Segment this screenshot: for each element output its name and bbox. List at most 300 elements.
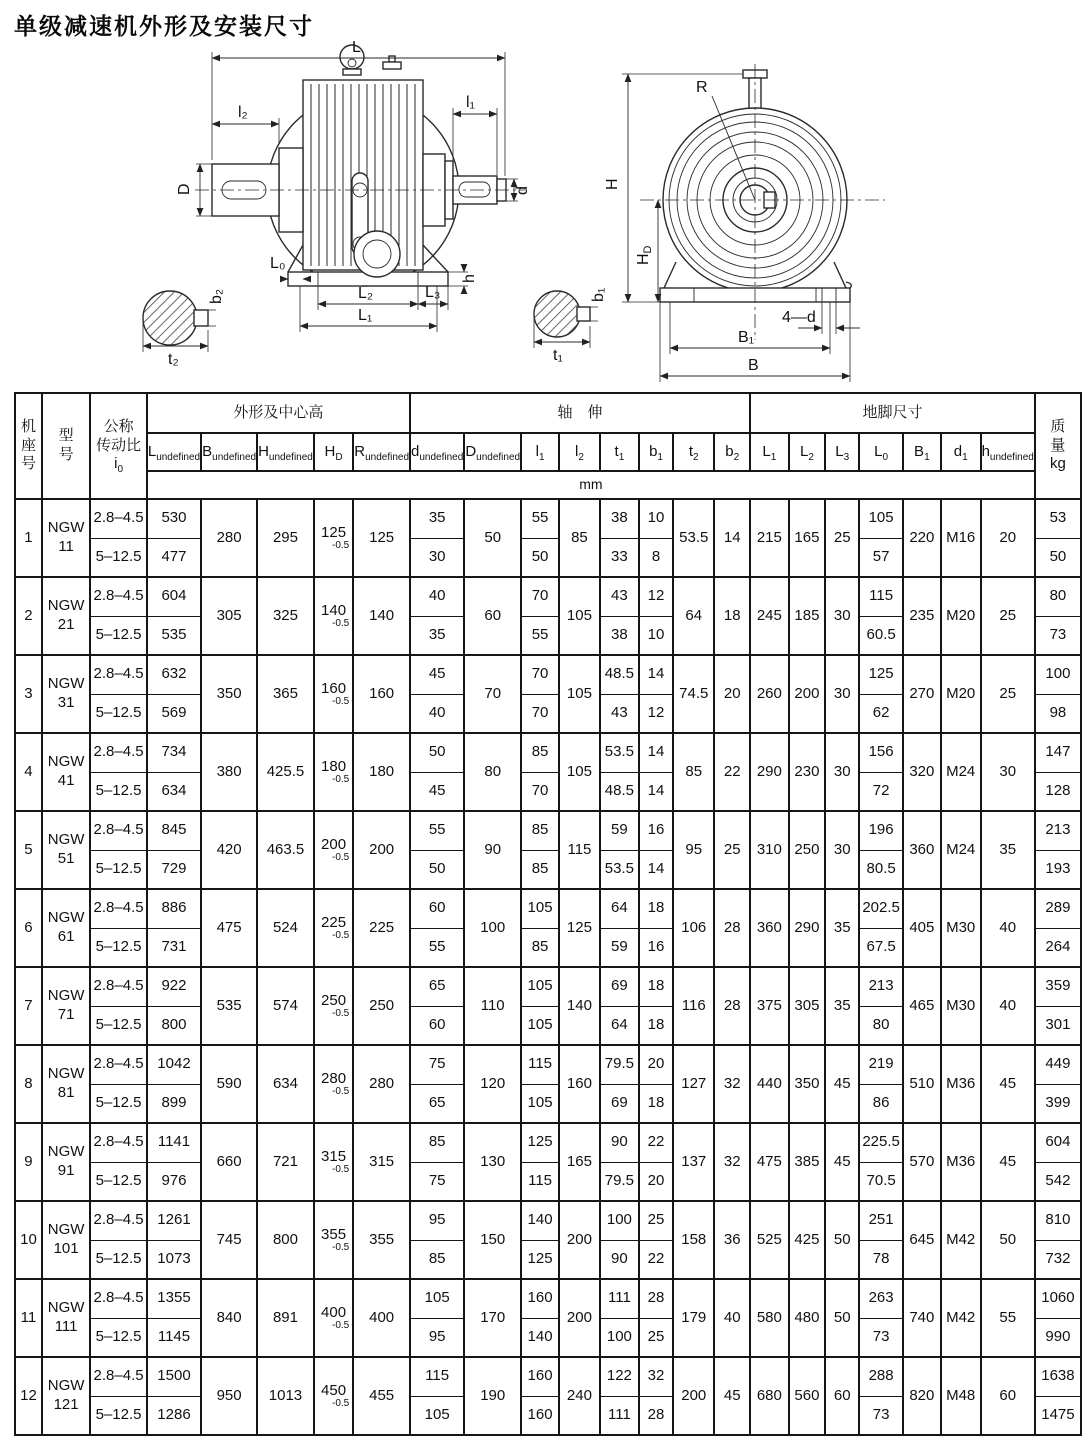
cell-b2: 20 — [714, 655, 750, 733]
cell-model: NGW 121 — [42, 1357, 90, 1435]
cell-ratio: 5–12.5 — [90, 928, 147, 967]
cell-h: 35 — [981, 811, 1035, 889]
cell-HD: 400 -0.5 — [314, 1279, 353, 1357]
cell-HD: 315 -0.5 — [314, 1123, 353, 1201]
cell-L1: 475 — [750, 1123, 789, 1201]
cell-ratio: 2.8–4.5 — [90, 889, 147, 928]
cell-L1: 360 — [750, 889, 789, 967]
dim-label-L3: L₃ — [425, 284, 441, 301]
cell-L2: 290 — [789, 889, 825, 967]
cell-L: 1141 — [147, 1123, 201, 1162]
cell-t2: 200 — [673, 1357, 714, 1435]
cell-L0: 115 — [859, 577, 903, 616]
cell-t1: 38 — [600, 499, 639, 538]
cell-L0: 60.5 — [859, 616, 903, 655]
cell-b1: 22 — [639, 1123, 673, 1162]
header-col-h: $h_{undefined}$ — [981, 433, 1035, 471]
cell-D: 60 — [464, 577, 521, 655]
cell-B1: 320 — [903, 733, 941, 811]
cell-b1: 18 — [639, 1084, 673, 1123]
cell-L: 634 — [147, 772, 201, 811]
cell-mass: 53 — [1035, 499, 1081, 538]
header-col-D: $D_{undefined}$ — [464, 433, 521, 471]
cell-L2: 560 — [789, 1357, 825, 1435]
cell-L0: 213 — [859, 967, 903, 1006]
cell-d1: M42 — [941, 1279, 981, 1357]
cell-L: 734 — [147, 733, 201, 772]
cell-R: 315 — [353, 1123, 410, 1201]
cell-L: 976 — [147, 1162, 201, 1201]
cell-l1: 105 — [521, 967, 559, 1006]
cell-l1: 85 — [521, 733, 559, 772]
cell-L0: 72 — [859, 772, 903, 811]
dim-label-l2: l₂ — [238, 104, 248, 121]
cell-d: 30 — [410, 538, 464, 577]
cell-B1: 570 — [903, 1123, 941, 1201]
dim-label-t2: t₂ — [168, 351, 179, 368]
header-model: 型 号 — [42, 393, 90, 499]
cell-l1: 70 — [521, 772, 559, 811]
cell-b2: 25 — [714, 811, 750, 889]
cell-b1: 12 — [639, 694, 673, 733]
cell-L0: 196 — [859, 811, 903, 850]
cell-L2: 230 — [789, 733, 825, 811]
cell-h: 50 — [981, 1201, 1035, 1279]
cell-L: 899 — [147, 1084, 201, 1123]
cell-l1: 85 — [521, 850, 559, 889]
cell-frame: 5 — [15, 811, 42, 889]
unit-row: mm — [147, 471, 1035, 499]
cell-l1: 85 — [521, 811, 559, 850]
cell-d1: M30 — [941, 967, 981, 1045]
cell-b1: 20 — [639, 1162, 673, 1201]
cell-t2: 95 — [673, 811, 714, 889]
cell-ratio: 5–12.5 — [90, 1318, 147, 1357]
cell-d1: M24 — [941, 733, 981, 811]
cell-l1: 115 — [521, 1045, 559, 1084]
key-output — [194, 310, 208, 326]
cell-mass: 264 — [1035, 928, 1081, 967]
side-view — [143, 39, 531, 368]
cell-B1: 360 — [903, 811, 941, 889]
cell-R: 455 — [353, 1357, 410, 1435]
cell-frame: 11 — [15, 1279, 42, 1357]
cell-t1: 38 — [600, 616, 639, 655]
cell-H: 295 — [257, 499, 314, 577]
cell-d: 55 — [410, 811, 464, 850]
cell-L0: 219 — [859, 1045, 903, 1084]
breather-stem — [389, 56, 395, 62]
cell-mass: 193 — [1035, 850, 1081, 889]
cell-H: 365 — [257, 655, 314, 733]
cell-h: 55 — [981, 1279, 1035, 1357]
cell-D: 100 — [464, 889, 521, 967]
cell-L: 731 — [147, 928, 201, 967]
cell-l1: 160 — [521, 1357, 559, 1396]
cell-h: 25 — [981, 655, 1035, 733]
cell-t1: 53.5 — [600, 850, 639, 889]
cell-HD: 250 -0.5 — [314, 967, 353, 1045]
cell-t1: 64 — [600, 889, 639, 928]
cell-l1: 70 — [521, 655, 559, 694]
header-col-L2: $L_2$ — [789, 433, 825, 471]
cell-ratio: 2.8–4.5 — [90, 1201, 147, 1240]
header-col-B1: $B_1$ — [903, 433, 941, 471]
dim-label-t1: t₁ — [553, 347, 563, 364]
cell-frame: 10 — [15, 1201, 42, 1279]
cell-L3: 30 — [825, 577, 859, 655]
cell-l2: 200 — [559, 1201, 600, 1279]
cell-L1: 290 — [750, 733, 789, 811]
header-col-b1: $b_1$ — [639, 433, 673, 471]
cell-l1: 70 — [521, 694, 559, 733]
cell-b1: 16 — [639, 928, 673, 967]
cell-d1: M36 — [941, 1045, 981, 1123]
cell-L3: 45 — [825, 1123, 859, 1201]
cell-L0: 156 — [859, 733, 903, 772]
cell-L0: 80 — [859, 1006, 903, 1045]
cell-b1: 25 — [639, 1201, 673, 1240]
cell-L: 569 — [147, 694, 201, 733]
cell-l1: 85 — [521, 928, 559, 967]
header-col-l1: $l_1$ — [521, 433, 559, 471]
cell-L2: 185 — [789, 577, 825, 655]
cell-L0: 73 — [859, 1396, 903, 1435]
cell-b1: 10 — [639, 499, 673, 538]
cell-d: 55 — [410, 928, 464, 967]
cell-ratio: 5–12.5 — [90, 1396, 147, 1435]
cell-L: 1286 — [147, 1396, 201, 1435]
cell-R: 400 — [353, 1279, 410, 1357]
cell-t1: 100 — [600, 1318, 639, 1357]
cell-L0: 225.5 — [859, 1123, 903, 1162]
dim-label-L0: L₀ — [270, 255, 286, 272]
cell-model: NGW 61 — [42, 889, 90, 967]
cell-HD: 200 -0.5 — [314, 811, 353, 889]
cell-L2: 425 — [789, 1201, 825, 1279]
cell-H: 574 — [257, 967, 314, 1045]
cell-mass: 289 — [1035, 889, 1081, 928]
cell-mass: 213 — [1035, 811, 1081, 850]
cell-b1: 14 — [639, 655, 673, 694]
cell-L1: 440 — [750, 1045, 789, 1123]
cell-L3: 30 — [825, 733, 859, 811]
cell-b1: 20 — [639, 1045, 673, 1084]
cell-d: 95 — [410, 1318, 464, 1357]
header-col-l2: $l_2$ — [559, 433, 600, 471]
cell-d: 75 — [410, 1045, 464, 1084]
cell-mass: 147 — [1035, 733, 1081, 772]
shaft-section-detail-input — [534, 288, 607, 364]
cell-L0: 62 — [859, 694, 903, 733]
header-ratio: 公称 传动比 $i_0$ — [90, 393, 147, 499]
cell-l2: 160 — [559, 1045, 600, 1123]
cell-frame: 3 — [15, 655, 42, 733]
header-col-t1: $t_1$ — [600, 433, 639, 471]
cell-frame: 6 — [15, 889, 42, 967]
cell-b1: 14 — [639, 733, 673, 772]
cell-B: 535 — [201, 967, 257, 1045]
cell-t2: 74.5 — [673, 655, 714, 733]
cell-L1: 375 — [750, 967, 789, 1045]
cell-ratio: 2.8–4.5 — [90, 1045, 147, 1084]
cell-model: NGW 81 — [42, 1045, 90, 1123]
cell-d: 50 — [410, 850, 464, 889]
cell-l1: 125 — [521, 1123, 559, 1162]
cell-B: 420 — [201, 811, 257, 889]
page-title: 单级减速机外形及安装尺寸 — [14, 13, 314, 39]
cell-H: 721 — [257, 1123, 314, 1201]
cell-b2: 22 — [714, 733, 750, 811]
cell-b2: 40 — [714, 1279, 750, 1357]
cell-L3: 45 — [825, 1045, 859, 1123]
cell-L3: 35 — [825, 967, 859, 1045]
cell-mass: 128 — [1035, 772, 1081, 811]
cell-mass: 100 — [1035, 655, 1081, 694]
cell-L0: 288 — [859, 1357, 903, 1396]
cell-L0: 57 — [859, 538, 903, 577]
cell-d1: M24 — [941, 811, 981, 889]
cell-l1: 140 — [521, 1318, 559, 1357]
cell-L1: 260 — [750, 655, 789, 733]
cell-l1: 55 — [521, 616, 559, 655]
cell-L2: 480 — [789, 1279, 825, 1357]
cell-b1: 28 — [639, 1279, 673, 1318]
cell-HD: 125 -0.5 — [314, 499, 353, 577]
cell-frame: 9 — [15, 1123, 42, 1201]
cell-R: 125 — [353, 499, 410, 577]
cell-B: 350 — [201, 655, 257, 733]
cell-d: 115 — [410, 1357, 464, 1396]
cell-t2: 106 — [673, 889, 714, 967]
cell-ratio: 2.8–4.5 — [90, 1357, 147, 1396]
cell-B1: 510 — [903, 1045, 941, 1123]
cell-l1: 160 — [521, 1279, 559, 1318]
cell-L: 1500 — [147, 1357, 201, 1396]
cell-L3: 50 — [825, 1279, 859, 1357]
cell-d: 105 — [410, 1396, 464, 1435]
drain-boss — [354, 231, 400, 277]
dim-label-b2: b₂ — [208, 288, 225, 304]
cell-l2: 165 — [559, 1123, 600, 1201]
header-col-t2: $t_2$ — [673, 433, 714, 471]
cell-ratio: 5–12.5 — [90, 772, 147, 811]
cell-L3: 25 — [825, 499, 859, 577]
cell-H: 634 — [257, 1045, 314, 1123]
cell-l1: 105 — [521, 1006, 559, 1045]
cell-model: NGW 21 — [42, 577, 90, 655]
cell-l1: 160 — [521, 1396, 559, 1435]
cell-B1: 220 — [903, 499, 941, 577]
cell-l2: 140 — [559, 967, 600, 1045]
cell-L: 1355 — [147, 1279, 201, 1318]
cell-L2: 165 — [789, 499, 825, 577]
cell-HD: 280 -0.5 — [314, 1045, 353, 1123]
cell-d: 60 — [410, 889, 464, 928]
cell-ratio: 5–12.5 — [90, 616, 147, 655]
cell-d: 65 — [410, 967, 464, 1006]
cell-model: NGW 101 — [42, 1201, 90, 1279]
cell-ratio: 5–12.5 — [90, 850, 147, 889]
cell-B1: 740 — [903, 1279, 941, 1357]
dim-label-HD: HD — [635, 245, 654, 265]
technical-drawings — [0, 30, 1082, 390]
header-col-d: $d_{undefined}$ — [410, 433, 464, 471]
cell-h: 45 — [981, 1123, 1035, 1201]
cell-t1: 90 — [600, 1240, 639, 1279]
cell-L3: 50 — [825, 1201, 859, 1279]
cell-b2: 32 — [714, 1045, 750, 1123]
cell-b1: 22 — [639, 1240, 673, 1279]
cell-L0: 86 — [859, 1084, 903, 1123]
cell-h: 20 — [981, 499, 1035, 577]
cell-d: 95 — [410, 1201, 464, 1240]
cell-mass: 50 — [1035, 538, 1081, 577]
cell-b2: 28 — [714, 967, 750, 1045]
dim-label-b1: b₁ — [590, 287, 607, 302]
dim-label-D: D — [176, 183, 193, 195]
cell-d: 45 — [410, 655, 464, 694]
cell-HD: 355 -0.5 — [314, 1201, 353, 1279]
cell-l2: 200 — [559, 1279, 600, 1357]
cell-b2: 28 — [714, 889, 750, 967]
cell-d1: M16 — [941, 499, 981, 577]
cell-d: 50 — [410, 733, 464, 772]
cell-mass: 810 — [1035, 1201, 1081, 1240]
cell-L: 886 — [147, 889, 201, 928]
header-group-shaft: 轴 伸 — [410, 393, 750, 433]
cell-model: NGW 31 — [42, 655, 90, 733]
front-view — [534, 64, 885, 382]
dim-label-R: R — [696, 79, 708, 96]
cell-D: 90 — [464, 811, 521, 889]
breather-plug — [383, 62, 401, 69]
cell-b1: 10 — [639, 616, 673, 655]
cell-d: 85 — [410, 1123, 464, 1162]
cell-l1: 115 — [521, 1162, 559, 1201]
cell-b1: 28 — [639, 1396, 673, 1435]
cell-L3: 30 — [825, 811, 859, 889]
cell-b1: 32 — [639, 1357, 673, 1396]
cell-t1: 100 — [600, 1201, 639, 1240]
cell-HD: 140 -0.5 — [314, 577, 353, 655]
cell-L0: 263 — [859, 1279, 903, 1318]
cell-b1: 18 — [639, 967, 673, 1006]
cell-B: 745 — [201, 1201, 257, 1279]
cell-B: 305 — [201, 577, 257, 655]
section-circle-input — [534, 291, 580, 337]
cell-mass: 301 — [1035, 1006, 1081, 1045]
cell-mass: 80 — [1035, 577, 1081, 616]
cell-B1: 645 — [903, 1201, 941, 1279]
cell-H: 524 — [257, 889, 314, 967]
cell-t1: 33 — [600, 538, 639, 577]
cell-ratio: 2.8–4.5 — [90, 967, 147, 1006]
cell-d1: M36 — [941, 1123, 981, 1201]
cell-l1: 105 — [521, 889, 559, 928]
dim-label-h: h — [461, 274, 478, 283]
cell-B1: 270 — [903, 655, 941, 733]
cell-B: 840 — [201, 1279, 257, 1357]
cell-b1: 8 — [639, 538, 673, 577]
cell-t2: 85 — [673, 733, 714, 811]
cell-ratio: 5–12.5 — [90, 538, 147, 577]
cell-L: 1261 — [147, 1201, 201, 1240]
cell-frame: 4 — [15, 733, 42, 811]
cell-HD: 160 -0.5 — [314, 655, 353, 733]
cell-l1: 125 — [521, 1240, 559, 1279]
cell-model: NGW 71 — [42, 967, 90, 1045]
header-col-d1: $d_1$ — [941, 433, 981, 471]
cell-ratio: 5–12.5 — [90, 1240, 147, 1279]
cell-model: NGW 111 — [42, 1279, 90, 1357]
cell-L0: 105 — [859, 499, 903, 538]
dim-label-d: d — [514, 186, 531, 195]
cell-HD: 225 -0.5 — [314, 889, 353, 967]
cell-ratio: 5–12.5 — [90, 1084, 147, 1123]
cell-mass: 73 — [1035, 616, 1081, 655]
cell-t1: 59 — [600, 811, 639, 850]
cell-d: 85 — [410, 1240, 464, 1279]
cell-L2: 385 — [789, 1123, 825, 1201]
cell-L3: 60 — [825, 1357, 859, 1435]
foot-lip — [846, 282, 851, 288]
cell-h: 40 — [981, 889, 1035, 967]
cell-model: NGW 41 — [42, 733, 90, 811]
cell-L3: 35 — [825, 889, 859, 967]
cell-l2: 105 — [559, 733, 600, 811]
cell-B: 280 — [201, 499, 257, 577]
cell-t2: 179 — [673, 1279, 714, 1357]
cell-B1: 235 — [903, 577, 941, 655]
cell-ratio: 5–12.5 — [90, 1162, 147, 1201]
cell-L0: 80.5 — [859, 850, 903, 889]
cell-mass: 542 — [1035, 1162, 1081, 1201]
cell-mass: 359 — [1035, 967, 1081, 1006]
cell-d: 35 — [410, 499, 464, 538]
cell-L3: 30 — [825, 655, 859, 733]
cell-d: 75 — [410, 1162, 464, 1201]
cell-mass: 449 — [1035, 1045, 1081, 1084]
cell-l1: 140 — [521, 1201, 559, 1240]
cell-frame: 1 — [15, 499, 42, 577]
dim-label-L1: L₁ — [358, 307, 373, 324]
cell-HD: 450 -0.5 — [314, 1357, 353, 1435]
cell-L2: 350 — [789, 1045, 825, 1123]
header-col-L1: $L_1$ — [750, 433, 789, 471]
cell-L1: 680 — [750, 1357, 789, 1435]
cell-L0: 251 — [859, 1201, 903, 1240]
cell-d: 65 — [410, 1084, 464, 1123]
cell-D: 70 — [464, 655, 521, 733]
cell-mass: 1060 — [1035, 1279, 1081, 1318]
cell-ratio: 2.8–4.5 — [90, 499, 147, 538]
cell-L: 530 — [147, 499, 201, 538]
cell-mass: 1638 — [1035, 1357, 1081, 1396]
cell-B: 660 — [201, 1123, 257, 1201]
header-group-outline: 外形及中心高 — [147, 393, 410, 433]
cell-b1: 12 — [639, 577, 673, 616]
cell-L0: 125 — [859, 655, 903, 694]
cell-B1: 820 — [903, 1357, 941, 1435]
header-group-foot: 地脚尺寸 — [750, 393, 1035, 433]
header-mass: 质 量 kg — [1035, 393, 1081, 499]
cell-b2: 32 — [714, 1123, 750, 1201]
cell-b1: 14 — [639, 772, 673, 811]
cell-d: 45 — [410, 772, 464, 811]
cell-l2: 115 — [559, 811, 600, 889]
cell-B: 950 — [201, 1357, 257, 1435]
